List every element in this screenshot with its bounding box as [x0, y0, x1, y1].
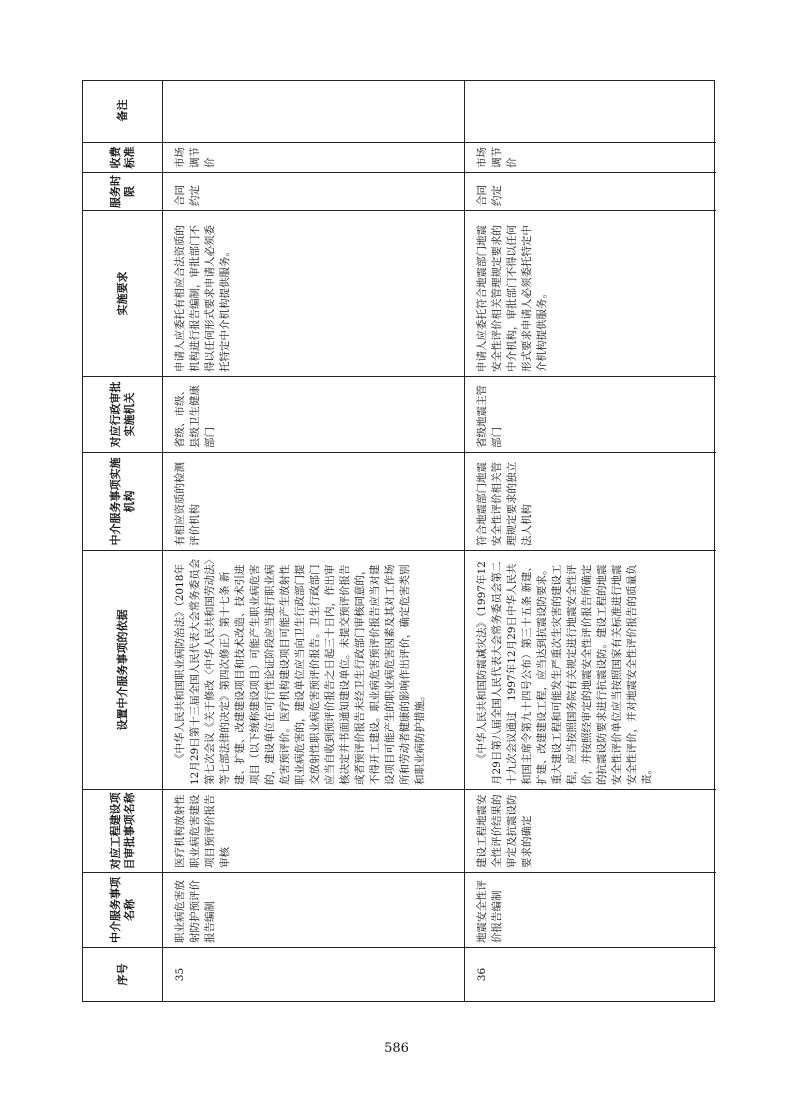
- row-seq: 35: [163, 947, 464, 1001]
- row-agency: 符合地震部门地震安全性评价相关管理规定要求的独立法人机构: [465, 452, 716, 550]
- header-fee: 收费标准: [83, 142, 162, 172]
- row-authority: 省级地震主管部门: [465, 376, 716, 452]
- header-authority: 对应行政审批实施机关: [83, 376, 162, 452]
- header-project-name: 对应工程建设项目审批事项名称: [83, 789, 162, 872]
- row-seq: 36: [465, 947, 716, 1001]
- row-service-name: 地震安全性评价报告编制: [465, 872, 716, 947]
- row-basis-text: 《中华人民共和国职业病防治法》（2018年12月29日第十三届全国人民代表大会常务委员会第七次会议《关于修改〈中华人民共和国劳动法〉等七部法律的决定》第四次修正）第十七条 新建、扩建、改建建设项目和技术改造、技术引进项目（以下统称建设项目）可能产生职业病危害的，建设单位在可行性论证阶段应当进行职业病危害预评价。医疗机构建设项目可能产生放射性职业病危害的，建设单位应当向卫生行政部门提交放射性职业病危害预评价报告。卫生行政部门应当自收到预评价报告之日起三十日内，作出审核决定并书面通知建设单位。未提交预评价报告或者预评价报告未经卫生行政部门审核同意的，不得开工建设。职业病危害预评价报告应当对建设项目可能产生的职业病危害因素及其对工作场所和劳动者健康的影响作出评价，确定危害类别和职业病防护措施。: [174, 558, 426, 785]
- row-service-name: 职业病危害放射防护预评价报告编制: [163, 872, 464, 947]
- row-project-name: 医疗机构放射性职业病危害建设项目预评价报告审核: [163, 789, 464, 872]
- page-number: 586: [384, 1041, 409, 1056]
- table-row: [465, 81, 716, 1001]
- row-agency: 有相应资质的检测评价机构: [163, 452, 464, 550]
- row-basis: [465, 550, 716, 789]
- row-requirement: 申请人应委托有相应合法资质的机构进行报告编制，审批部门不得以任何形式要求申请人必须委托特定中介机构提供服务。: [163, 210, 464, 376]
- row-time-limit: 合同约定: [163, 172, 464, 210]
- header-basis: 设置中介服务事项的依据: [83, 550, 162, 789]
- row-remark: [163, 79, 464, 142]
- row-fee: 市场调节价: [465, 142, 716, 172]
- header-seq: 序号: [83, 947, 162, 1001]
- row-remark: [465, 79, 716, 142]
- header-time-limit: 服务时限: [83, 172, 162, 210]
- row-authority: 省级、市级、县级卫生健康部门: [163, 376, 464, 452]
- row-basis: [163, 550, 464, 789]
- row-time-limit: 合同约定: [465, 172, 716, 210]
- row-requirement: 申请人应委托符合地震部门地震安全性评价相关管理规定要求的中介机构，审批部门不得以任何形式要求申请人必须委托特定中介机构提供服务。: [465, 210, 716, 376]
- table-row: [163, 81, 465, 1001]
- row-basis-text: 《中华人民共和国防震减灾法》（1997年12月29日第八届全国人民代表大会常务委员会第二十九次会议通过 1997年12月29日中华人民共和国主席令第九十四号公布）第三十五条 新建、扩建、改建建设工程，应当达到抗震设防要求。重大建设工程和可能发生严重次生灾害的建设工程，应当按照国务院有关规定进行地震安全性评价，并按照经审定的地震安全性评价报告所确定的抗震设防要求进行抗震设防。建设工程的地震安全性评价单位应当按照国家有关标准进行地震安全性评价，并对地震安全性评价报告的质量负责。: [476, 561, 653, 785]
- header-agency: 中介服务事项实施机构: [83, 452, 162, 550]
- row-fee: 市场调节价: [163, 142, 464, 172]
- header-service-name: 中介服务事项名称: [83, 872, 162, 947]
- header-remark: 备注: [115, 99, 129, 122]
- intermediary-service-table: [82, 80, 715, 1002]
- table-header-row: [83, 81, 163, 1001]
- row-project-name: 建设工程地震安全性评价结果的审定及抗震设防要求的确定: [465, 789, 716, 872]
- header-requirement: 实施要求: [83, 210, 162, 376]
